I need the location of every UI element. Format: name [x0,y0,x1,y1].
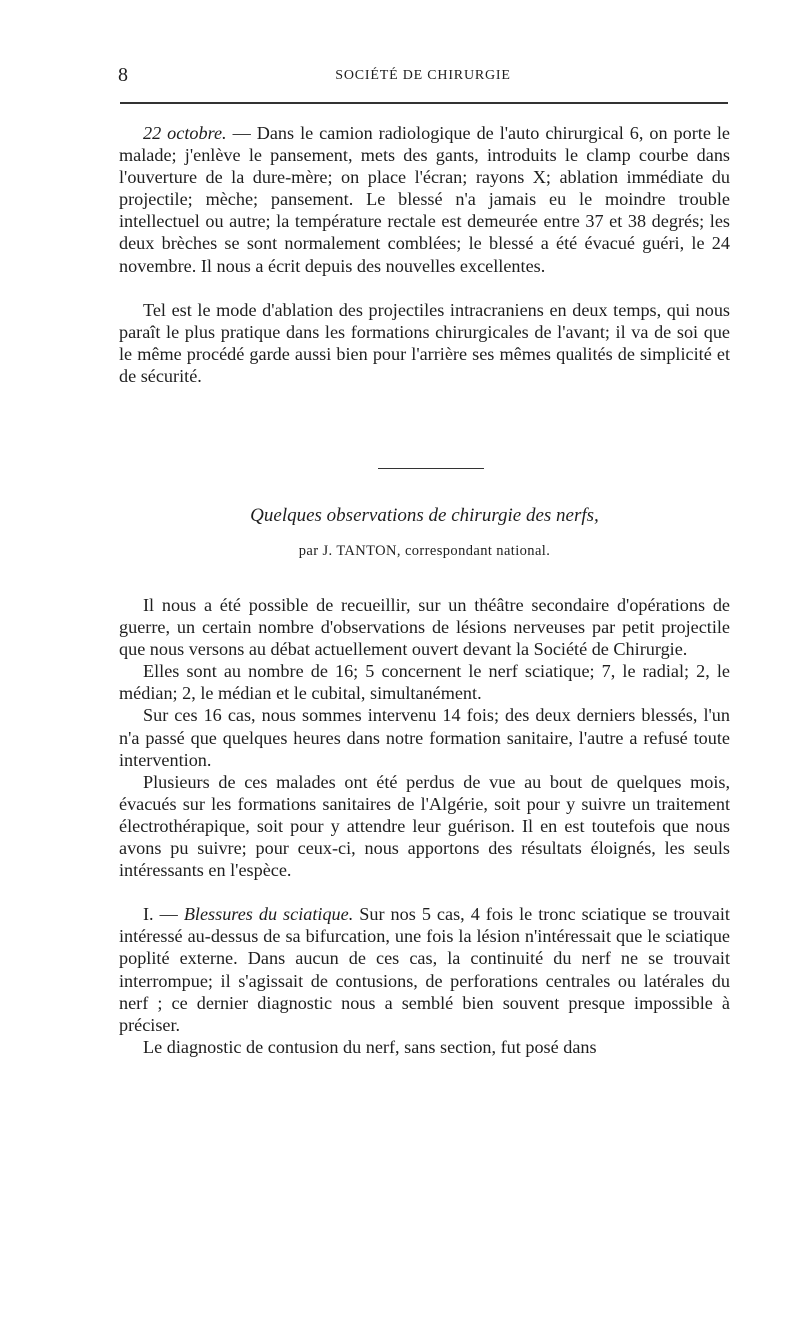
case-date: 22 octobre. [143,123,227,143]
body-paragraph: Le diagnostic de contusion du nerf, sans section, fut posé dans [143,1036,597,1057]
body-paragraph: Plusieurs de ces malades ont été perdus de vue au bout de quelques mois, évacués sur les formations sanitaires de l'Algérie, soit pour y suivre un traitement électrothérapique, soit pour y attendre leur guérison. Il en est toutefois que nous avons pu suivre; pour ceux-ci, nous apportons des résultats éloignés, les seuls intéressants en l'espèce. [119,771,730,881]
page-number: 8 [118,64,128,86]
body-paragraph: Sur ces 16 cas, nous sommes intervenu 14 fois; des deux derniers blessés, l'un n'a passé que quelques heures dans notre formation sanitaire, l'autre a refusé toute intervention. [119,705,730,770]
running-head: SOCIÉTÉ DE CHIRURGIE [335,68,511,83]
section-1-text: Sur nos 5 cas, 4 fois le tronc sciatique se trouvait intéressé au-dessus de sa bifurcation, une fois la lésion n'intéressait que le sciatique poplité externe. Dans aucun de ces cas, la continuité du nerf ne se trouvait interrompue; il s'agissait de contusions, de perforations centrales ou latérales du nerf ; ce dernier diagnostic nous a semblé bien souvent presque impossible à préciser. [119,904,730,1035]
case-report-block [119,122,730,387]
body-paragraph: Elles sont au nombre de 16; 5 concernent le nerf sciatique; 7, le radial; 2, le médian; 2, le médian et le cubital, simultanément. [119,661,730,704]
section-1-numeral: I. — [143,904,184,925]
case-report-text: — Dans le camion radiologique de l'auto chirurgical 6, on porte le malade; j'enlève le pansement, mets des gants, introduits le clamp courbe dans l'ouverture de la dure-mère; on place l'écran; rayons X; ablation immédiate du projectile; mèche; pansement. Le blessé n'a jamais eu le moindre trouble intellectuel ou autre; la température rectale est demeurée entre 37 et 38 degrés; les deux brèches se sont normalement comblées; le blessé a été évacué guéri, le 24 novembre. Il nous a écrit depuis des nouvelles excellentes. [119,123,730,276]
section-1-paragraph [119,903,730,1036]
page-header [118,64,728,90]
body-paragraph: Il nous a été possible de recueillir, sur un théâtre secondaire d'opérations de guerre, un certain nombre d'observations de lésions nerveuses par petit projectile que nous versons au débat actuellement ouvert devant la Société de Chirurgie. [119,595,730,660]
case-report-paragraph [119,122,730,277]
article-body [119,594,730,1058]
section-divider [378,468,484,469]
section-1-heading: Blessures du sciatique. [183,904,354,925]
article-title: Quelques observations de chirurgie des nerfs, [250,505,599,526]
header-rule [120,102,728,104]
article-byline: par J. TANTON, correspondant national. [298,543,551,559]
conclusion-paragraph: Tel est le mode d'ablation des projectiles intracraniens en deux temps, qui nous paraît le plus pratique dans les formations chirurgicales de l'avant; il va de soi que le même procédé garde aussi bien pour l'arrière ses mêmes qualités de simplicité et de sécurité. [119,299,730,386]
